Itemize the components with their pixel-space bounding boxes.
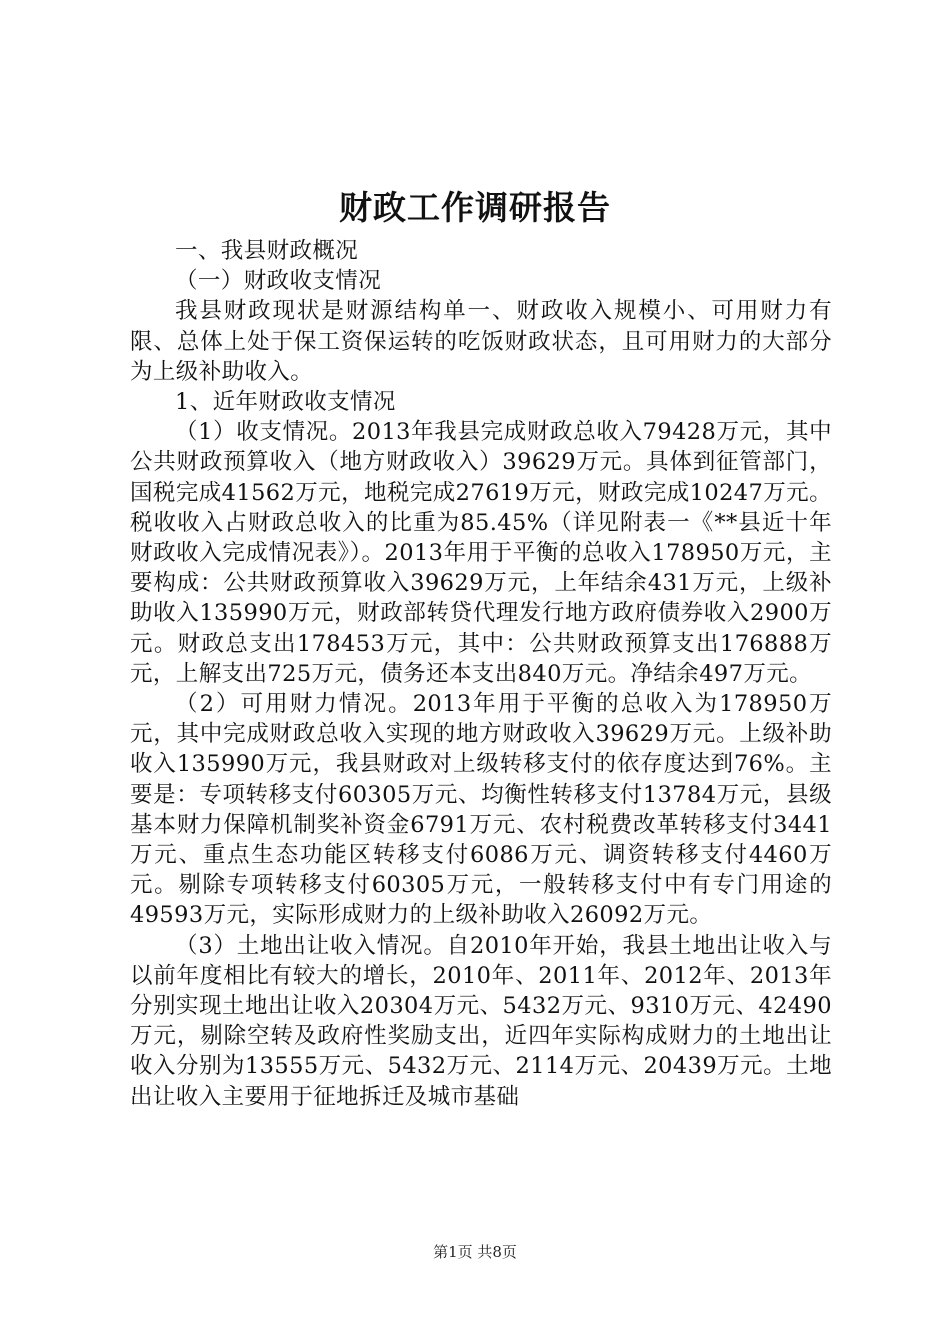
paragraph-land-revenue: （3）土地出让收入情况。自2010年开始，我县土地出让收入与以前年度相比有较大的增长，2010年、2011年、2012年、2013年分别实现土地出让收入20304万元、5432万元、9310万元、42490万元，剔除空转及政府性奖励支出，近四年实际构成财力的土地出让收入分别为13555万元、5432万元、2114万元、20439万元。土地出让收入主要用于征地拆迁及城市基础: [130, 932, 832, 1110]
paragraph-available-funds: （2）可用财力情况。2013年用于平衡的总收入为178950万元，其中完成财政总收入实现的地方财政收入39629万元。上级补助收入135990万元，我县财政对上级转移支付的依存度达到76%。主要是：专项转移支付60305万元、均衡性转移支付13784万元，县级基本财力保障机制奖补资金6791万元、农村税费改革转移支付3441万元、重点生态功能区转移支付6086万元、调资转移支付4460万元。剔除专项转移支付60305万元，一般转移支付中有专门用途的49593万元，实际形成财力的上级补助收入26092万元。: [130, 691, 832, 929]
document-title: 财政工作调研报告: [339, 188, 611, 227]
page-number-footer: 第1页 共8页: [433, 1243, 517, 1261]
subsection-heading: （一）财政收支情况: [175, 268, 382, 295]
item-heading: 1、近年财政收支情况: [175, 389, 396, 416]
paragraph-overview: 我县财政现状是财源结构单一、财政收入规模小、可用财力有限、总体上处于保工资保运转的吃饭财政状态，且可用财力的大部分为上级补助收入。: [130, 298, 832, 385]
section-heading: 一、我县财政概况: [175, 238, 359, 264]
paragraph-revenue-expenditure: （1）收支情况。2013年我县完成财政总收入79428万元，其中公共财政预算收入（地方财政收入）39629万元。具体到征管部门，国税完成41562万元，地税完成27619万元，财政完成10247万元。税收收入占财政总收入的比重为85.45%（详见附表一《**县近十年财政收入完成情况表》）。2013年用于平衡的总收入178950万元，主要构成：公共财政预算收入39629万元，上年结余431万元，上级补助收入135990万元，财政部转贷代理发行地方政府债券收入2900万元。财政总支出178453万元，其中：公共财政预算支出176888万元，上解支出725万元，债务还本支出840万元。净结余497万元。: [130, 419, 832, 687]
document-body: [130, 236, 832, 1112]
